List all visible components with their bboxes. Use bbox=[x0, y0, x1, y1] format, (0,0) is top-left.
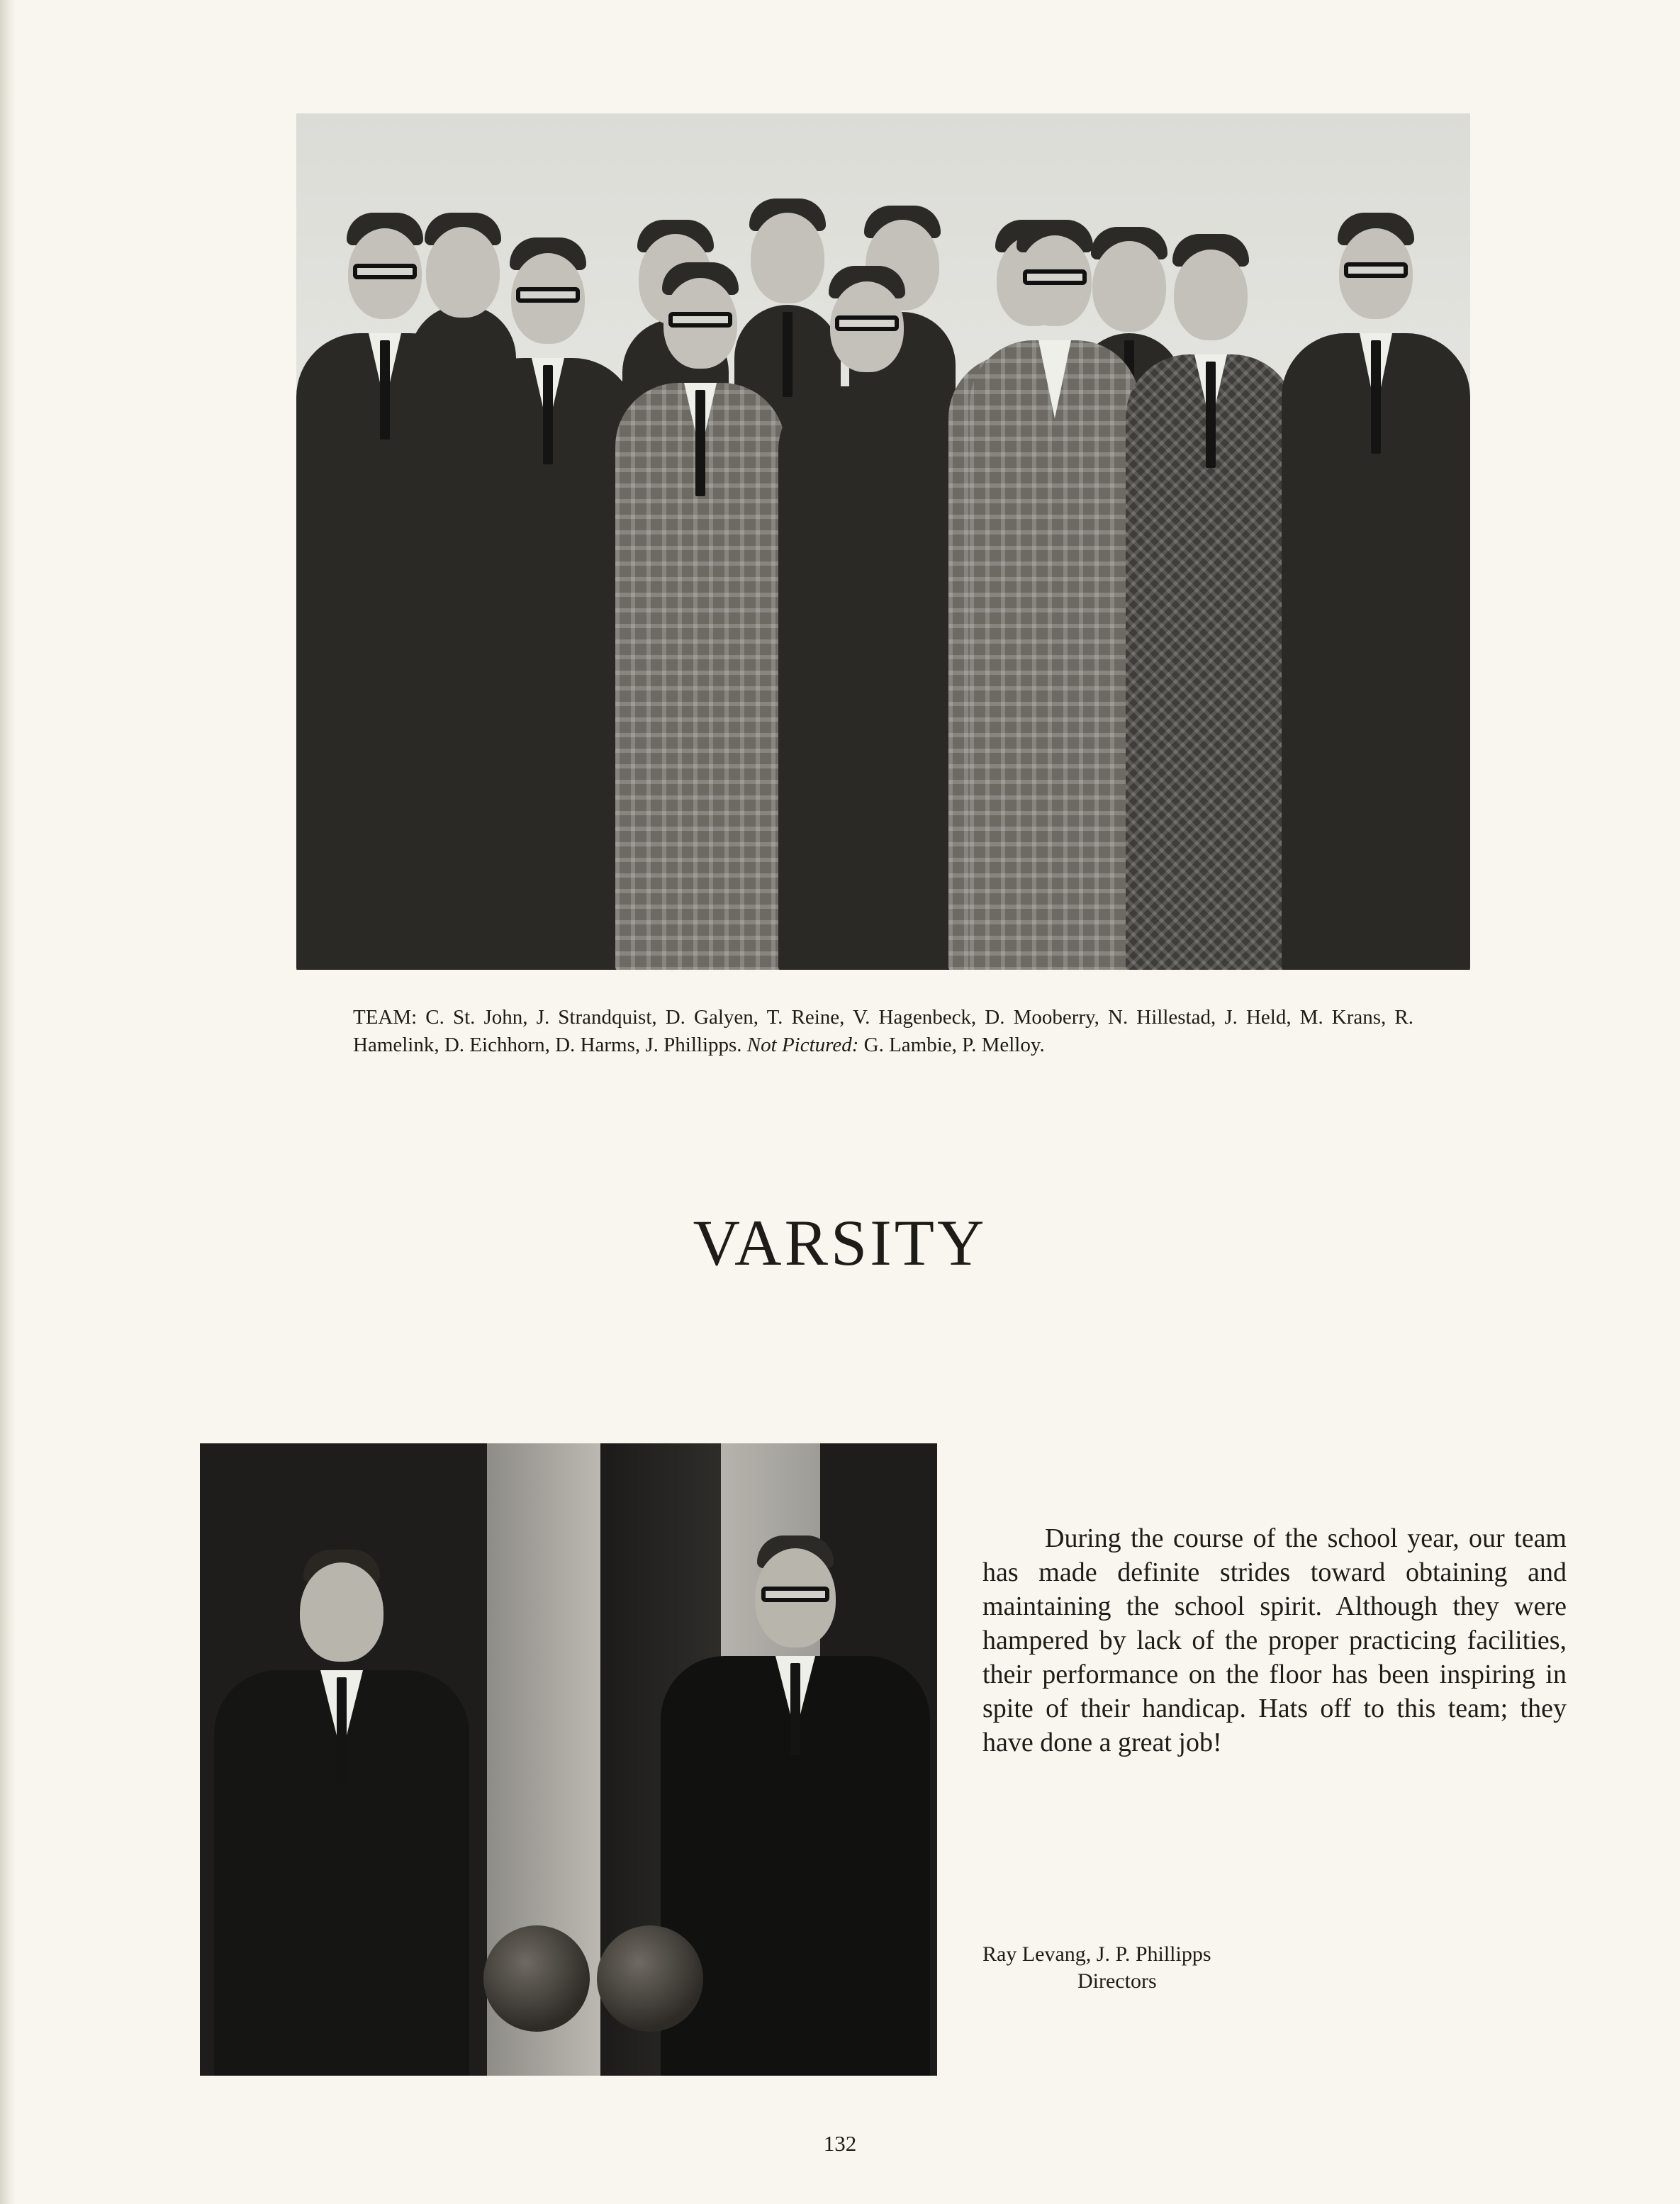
team-member-figure bbox=[1282, 213, 1470, 970]
director-names: Ray Levang, J. P. Phillipps bbox=[982, 1942, 1211, 1966]
team-member-figure bbox=[615, 262, 785, 970]
team-member-figure bbox=[296, 213, 474, 970]
directors-credit bbox=[982, 1941, 1408, 1995]
director-role: Directors bbox=[1077, 1969, 1157, 1993]
team-member-figure bbox=[778, 266, 956, 970]
basketball-image bbox=[597, 1925, 703, 2032]
team-roster: TEAM: C. St. John, J. Strandquist, D. Galyen, T. Reine, V. Hagenbeck, D. Mooberry, N. Hillestad, J. Held, M. Krans, R. Hamelink, D. Eichhorn, D. Harms, J. Phillipps. bbox=[353, 1006, 1413, 1056]
page-number: 132 bbox=[823, 2131, 857, 2156]
director-figure bbox=[661, 1535, 930, 2076]
team-member-figure bbox=[459, 237, 637, 970]
not-pictured-names: G. Lambie, P. Melloy. bbox=[863, 1034, 1045, 1056]
directors-photograph bbox=[200, 1443, 937, 2076]
page-binding-edge bbox=[0, 0, 16, 2204]
basketball-image bbox=[483, 1925, 590, 2032]
team-caption bbox=[353, 1004, 1413, 1059]
team-member-figure bbox=[1126, 234, 1296, 970]
not-pictured-label: Not Pictured: bbox=[746, 1034, 859, 1056]
page-title: VARSITY bbox=[693, 1207, 987, 1279]
team-member-figure bbox=[970, 220, 1140, 970]
director-figure bbox=[214, 1550, 469, 2076]
team-photograph bbox=[296, 113, 1470, 970]
team-description: During the course of the school year, our team has made definite strides toward obtaining and maintaining the school spirit. Although they were hampered by lack of the proper practicing facilities, their performance on the floor has been inspiring in spite of their handicap. Hats off to this team; they have done a great job! bbox=[982, 1523, 1567, 1757]
